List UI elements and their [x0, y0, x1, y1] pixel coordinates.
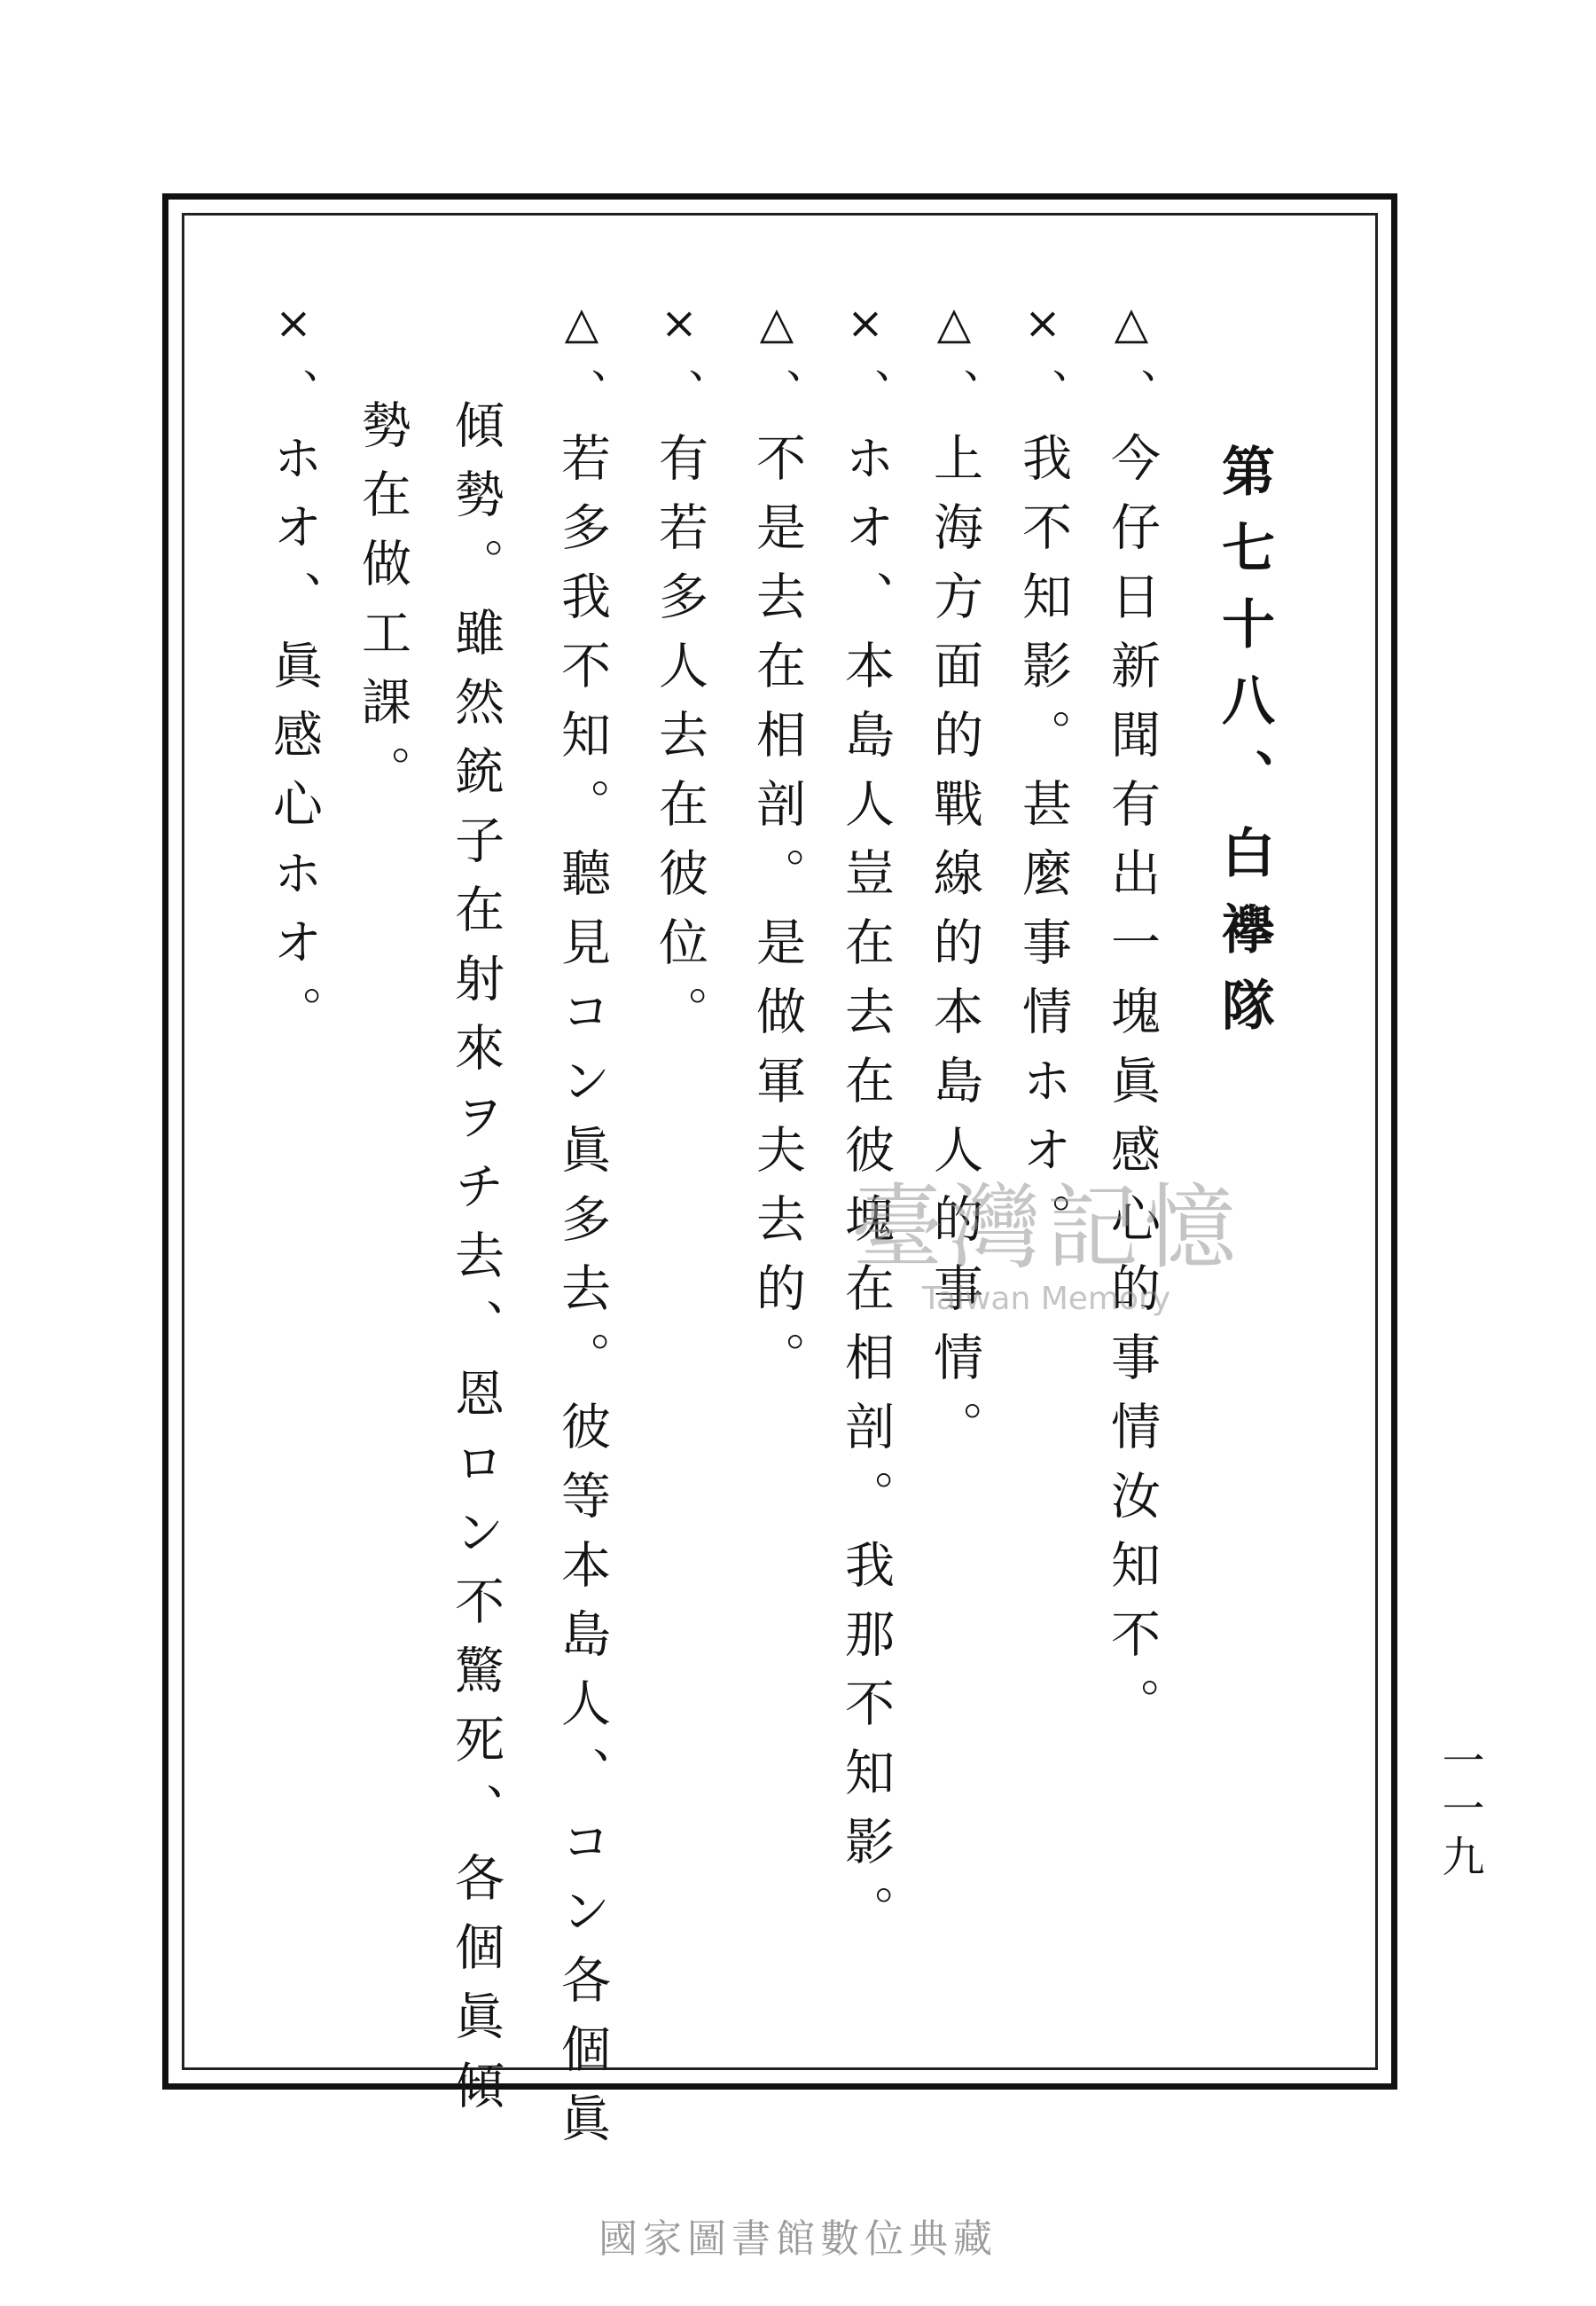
text-column-1 [1099, 297, 1163, 1746]
speaker-mark: △、 [928, 297, 980, 432]
text-column-2 [1011, 297, 1075, 1262]
line-text: 不是去在相剖。是做軍夫去的。 [748, 432, 806, 1400]
text-column-4 [833, 297, 897, 1954]
speaker-mark: ×、 [268, 297, 319, 432]
text-column-9 [350, 399, 414, 814]
text-column-8 [443, 399, 507, 2129]
text-column-7 [550, 297, 614, 2161]
speaker-mark: ×、 [840, 297, 891, 432]
watermark-english: Taiwan Memory [921, 1281, 1171, 1317]
speaker-mark: ×、 [1017, 297, 1068, 432]
line-text: 有若多人去在彼位。 [651, 432, 708, 1055]
line-text: ホオ、眞感心ホオ。 [265, 432, 323, 1055]
line-text: 今仔日新聞有出一塊眞感心的事情汝知不。 [1103, 432, 1161, 1746]
line-text: ホオ、本島人豈在去在彼塊在相剖。我那不知影。 [837, 432, 895, 1954]
page-number: 一一九 [1435, 1738, 1484, 1882]
line-text: 傾勢。雖然銃子在射來ヲチ去、恩ロン不驚死、各個眞傾 [447, 399, 505, 2129]
watermark [780, 1153, 1312, 1317]
speaker-mark: △、 [1106, 297, 1157, 432]
speaker-mark: △、 [751, 297, 802, 432]
footer-archive-label: 國家圖書館數位典藏 [598, 2216, 998, 2262]
watermark-chinese: 臺灣記憶 [850, 1173, 1241, 1282]
line-text: 若多我不知。聽見コン眞多去。彼等本島人、コン各個眞 [553, 432, 611, 2161]
line-text: 我不知影。甚麼事情ホオ。 [1014, 432, 1072, 1262]
line-text: 勢在做工課。 [354, 399, 411, 814]
line-text: 上海方面的戰線的本島人的事情。 [926, 432, 983, 1470]
speaker-mark: △、 [556, 297, 607, 432]
lesson-title: 第七十八、白襷隊 [1213, 443, 1275, 1054]
speaker-mark: ×、 [653, 297, 705, 432]
text-column-10 [262, 297, 325, 1055]
text-column-6 [647, 297, 711, 1055]
